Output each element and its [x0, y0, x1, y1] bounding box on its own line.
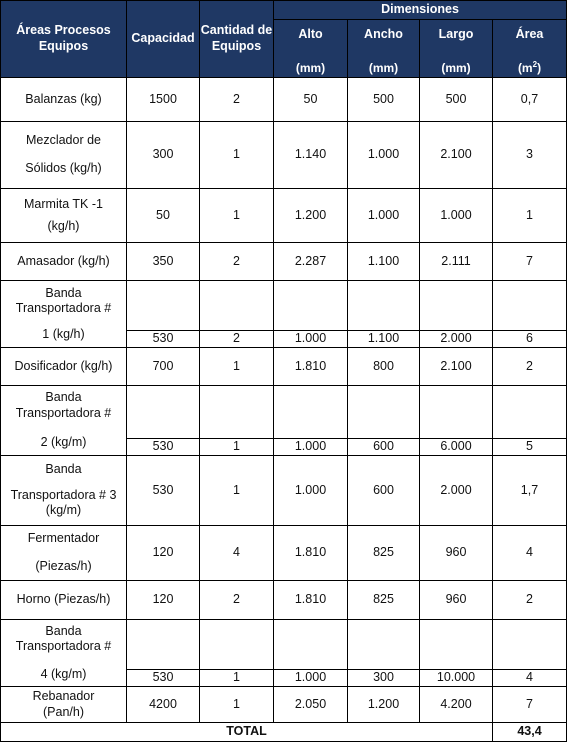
cell-capacidad: 530 [127, 331, 200, 348]
header-area-label: Área [515, 27, 544, 42]
cell-area: 2 [493, 348, 567, 386]
cell-ancho: 1.000 [348, 122, 420, 189]
cell-cantidad: 2 [200, 581, 274, 620]
cell-area: 4 [493, 670, 567, 687]
cell-largo: 10.000 [420, 670, 493, 687]
cell-alto: 1.000 [274, 439, 348, 456]
area-unit-suffix: ) [537, 60, 542, 75]
cell-largo: 2.100 [420, 122, 493, 189]
row-name-line: Fermentador [27, 531, 100, 546]
row-name: Amasador (kg/h) [1, 243, 127, 281]
cell-largo: 2.000 [420, 456, 493, 526]
header-area [493, 20, 567, 78]
empty-cell [420, 620, 493, 670]
empty-cell [200, 386, 274, 439]
row-name-line: (kg/m) [45, 503, 82, 518]
empty-cell [493, 620, 567, 670]
header-cantidad: Cantidad de Equipos [200, 1, 274, 78]
cell-area: 5 [493, 439, 567, 456]
header-dimensiones: Dimensiones [274, 1, 567, 20]
cell-area: 1,7 [493, 456, 567, 526]
cell-capacidad: 700 [127, 348, 200, 386]
header-area-unit [493, 61, 566, 76]
cell-cantidad: 1 [200, 122, 274, 189]
cell-capacidad: 300 [127, 122, 200, 189]
header-ancho-unit: (mm) [368, 60, 399, 75]
table-row [1, 526, 567, 581]
row-name-line: Mezclador de [25, 133, 102, 148]
row-name-line: (Piezas/h) [35, 559, 92, 573]
table-row [1, 243, 567, 281]
table-row [1, 456, 567, 526]
row-name-line: Transportadora # [15, 301, 112, 316]
cell-alto: 1.810 [274, 526, 348, 581]
cell-largo: 2.000 [420, 331, 493, 348]
row-name-line: Marmita TK -1 [24, 196, 103, 211]
cell-cantidad: 1 [200, 189, 274, 243]
area-unit-superscript: 2 [532, 59, 538, 69]
row-name-line: Banda [45, 390, 82, 405]
row-name-line: Banda [45, 623, 82, 638]
cell-cantidad: 1 [200, 348, 274, 386]
area-unit-prefix: (m [517, 60, 533, 75]
row-name [1, 687, 127, 723]
row-name [1, 189, 127, 243]
cell-ancho: 500 [348, 78, 420, 122]
total-row [1, 723, 567, 742]
header-capacidad: Capacidad [127, 1, 200, 78]
cell-alto: 1.140 [274, 122, 348, 189]
header-alto-label: Alto [298, 27, 323, 42]
row-name-line: Banda [45, 285, 82, 300]
table-row [1, 78, 567, 122]
cell-capacidad: 530 [127, 456, 200, 526]
header-alto-unit: (mm) [295, 60, 326, 75]
cell-area: 7 [493, 243, 567, 281]
cell-area: 1 [493, 189, 567, 243]
cell-alto: 2.050 [274, 687, 348, 723]
header-area-procesos: Áreas Procesos Equipos [1, 1, 127, 78]
empty-cell [200, 281, 274, 331]
cell-cantidad: 1 [200, 439, 274, 456]
total-value: 43,4 [493, 723, 567, 742]
cell-alto: 1.000 [274, 456, 348, 526]
row-name: Horno (Piezas/h) [1, 581, 127, 620]
cell-area: 2 [493, 581, 567, 620]
empty-cell [274, 386, 348, 439]
cell-largo: 4.200 [420, 687, 493, 723]
cell-alto: 1.000 [274, 331, 348, 348]
cell-capacidad: 1500 [127, 78, 200, 122]
empty-cell [127, 281, 200, 331]
cell-largo: 2.100 [420, 348, 493, 386]
cell-ancho: 300 [348, 670, 420, 687]
cell-alto: 2.287 [274, 243, 348, 281]
row-name-line: (kg/h) [47, 218, 80, 233]
empty-cell [348, 386, 420, 439]
header-ancho [348, 20, 420, 78]
table-row-upper [1, 281, 567, 331]
header-largo-label: Largo [438, 27, 474, 42]
cell-ancho: 825 [348, 581, 420, 620]
cell-cantidad: 1 [200, 670, 274, 687]
row-name-line: Banda [45, 462, 82, 477]
empty-cell [127, 620, 200, 670]
cell-cantidad: 2 [200, 78, 274, 122]
table-row [1, 687, 567, 723]
table-row [1, 581, 567, 620]
cell-capacidad: 530 [127, 670, 200, 687]
cell-alto: 1.810 [274, 348, 348, 386]
cell-cantidad: 2 [200, 243, 274, 281]
row-name [1, 456, 127, 526]
header-ancho-label: Ancho [364, 27, 403, 42]
cell-area: 0,7 [493, 78, 567, 122]
cell-ancho: 600 [348, 439, 420, 456]
cell-capacidad: 120 [127, 526, 200, 581]
empty-cell [200, 620, 274, 670]
cell-ancho: 1.000 [348, 189, 420, 243]
cell-area: 4 [493, 526, 567, 581]
cell-ancho: 800 [348, 348, 420, 386]
row-name-line: 2 (kg/m) [40, 435, 87, 450]
empty-cell [127, 386, 200, 439]
cell-area: 7 [493, 687, 567, 723]
header-alto [274, 20, 348, 78]
cell-area: 3 [493, 122, 567, 189]
cell-ancho: 1.100 [348, 243, 420, 281]
row-name-line: 1 (kg/h) [42, 326, 85, 341]
cell-cantidad: 4 [200, 526, 274, 581]
header-largo-unit: (mm) [441, 60, 471, 75]
cell-ancho: 600 [348, 456, 420, 526]
row-name [1, 122, 127, 189]
cell-largo: 2.111 [420, 243, 493, 281]
empty-cell [348, 620, 420, 670]
row-name: Dosificador (kg/h) [1, 348, 127, 386]
table-row [1, 189, 567, 243]
empty-cell [493, 386, 567, 439]
cell-ancho: 1.100 [348, 331, 420, 348]
row-name [1, 526, 127, 581]
row-name-line: 4 (kg/m) [40, 666, 87, 681]
empty-cell [274, 281, 348, 331]
cell-cantidad: 1 [200, 456, 274, 526]
cell-area: 6 [493, 331, 567, 348]
header-largo [420, 20, 493, 78]
row-name [1, 386, 127, 456]
cell-alto: 1.810 [274, 581, 348, 620]
cell-alto: 1.200 [274, 189, 348, 243]
row-name: Balanzas (kg) [1, 78, 127, 122]
row-name [1, 620, 127, 687]
cell-cantidad: 2 [200, 331, 274, 348]
cell-alto: 50 [274, 78, 348, 122]
total-label: TOTAL [1, 723, 493, 742]
cell-alto: 1.000 [274, 670, 348, 687]
cell-largo: 1.000 [420, 189, 493, 243]
empty-cell [274, 620, 348, 670]
table-row-upper [1, 386, 567, 439]
table-row [1, 122, 567, 189]
cell-largo: 6.000 [420, 439, 493, 456]
row-name [1, 281, 127, 348]
cell-ancho: 1.200 [348, 687, 420, 723]
cell-cantidad: 1 [200, 687, 274, 723]
empty-cell [348, 281, 420, 331]
cell-largo: 500 [420, 78, 493, 122]
cell-capacidad: 350 [127, 243, 200, 281]
table-row-upper [1, 620, 567, 670]
empty-cell [493, 281, 567, 331]
row-name-line: Rebanador [32, 688, 95, 703]
row-name-line: Transportadora # [15, 405, 112, 420]
empty-cell [420, 281, 493, 331]
cell-ancho: 825 [348, 526, 420, 581]
cell-capacidad: 4200 [127, 687, 200, 723]
cell-capacidad: 50 [127, 189, 200, 243]
cell-capacidad: 530 [127, 439, 200, 456]
cell-largo: 960 [420, 526, 493, 581]
cell-capacidad: 120 [127, 581, 200, 620]
row-name-line: Sólidos (kg/h) [25, 161, 102, 175]
table-row [1, 348, 567, 386]
empty-cell [420, 386, 493, 439]
row-name-line: (Pan/h) [43, 704, 84, 719]
row-name-line: Transportadora # 3 [10, 487, 117, 502]
row-name-line: Transportadora # [15, 639, 112, 654]
cell-largo: 960 [420, 581, 493, 620]
